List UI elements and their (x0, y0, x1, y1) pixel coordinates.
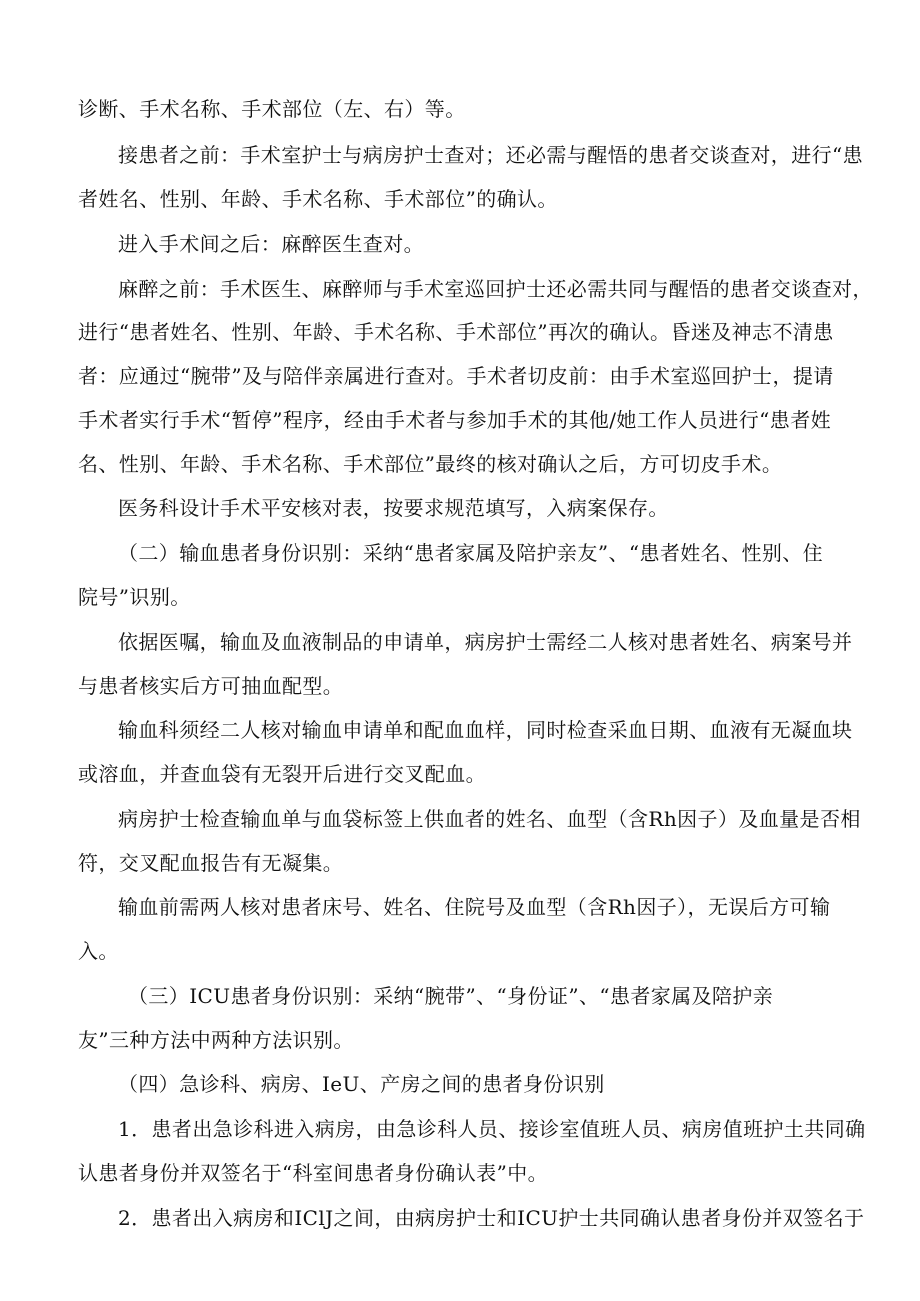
paragraph-before-anesthesia-line-3: 者：应通过“腕带”及与陪伴亲属进行查对。手术者切皮前：由手术室巡回护士，提请 (78, 364, 834, 388)
paragraph-before-pickup-line-1: 接患者之前：手术室护士与病房护士查对；还必需与醒悟的患者交谈查对，进行“患 (118, 143, 864, 167)
paragraph-before-anesthesia-line-5: 名、性别、年龄、手术名称、手术部位”最终的核对确认之后，方可切皮手术。 (78, 452, 783, 476)
paragraph-ward-check-line-1: 病房护士检查输血单与血袋标签上供血者的姓名、血型（含Rh因子）及血量是否相 (118, 807, 861, 831)
paragraph-section-2-line-1: （二）输血患者身份识别：采纳“患者家属及陪护亲友”、“患者姓名、性别、住 (118, 541, 824, 565)
paragraph-before-pickup-line-2: 者姓名、性别、年龄、手术名称、手术部位”的确认。 (78, 187, 558, 211)
paragraph-section-3-line-1: （三）ICU患者身份识别：采纳“腕带”、“身份证”、“患者家属及陪护亲 (128, 984, 774, 1008)
paragraph-section-4-line-1: （四）急诊科、病房、IeU、产房之间的患者身份识别 (118, 1072, 605, 1096)
paragraph-item-2-line-1: 2．患者出入病房和IClJ之间，由病房护士和ICU护士共同确认患者身份并双签名于 (118, 1206, 865, 1230)
paragraph-checklist-line-1: 医务科设计手术平安核对表，按要求规范填写，入病案保存。 (118, 496, 669, 520)
paragraph-item-1-line-2: 认患者身份并双签名于“科室间患者身份确认表”中。 (78, 1161, 549, 1185)
paragraph-section-3-line-2: 友”三种方法中两种方法识别。 (78, 1028, 354, 1052)
paragraph-enter-room-line-1: 进入手术间之后：麻醉医生查对。 (118, 232, 424, 256)
paragraph-diagnosis-tail-line-1: 诊断、手术名称、手术部位（左、右）等。 (78, 97, 466, 121)
paragraph-blood-request-line-2: 与患者核实后方可抽血配型。 (78, 674, 344, 698)
paragraph-before-transfusion-line-2: 入。 (78, 939, 119, 963)
paragraph-section-2-line-2: 院号”识别。 (78, 585, 191, 609)
paragraph-item-1-line-1: 1．患者出急诊科进入病房，由急诊科人员、接诊室值班人员、病房值班护土共同确 (118, 1117, 866, 1141)
paragraph-before-anesthesia-line-4: 手术者实行手术“暂停”程序，经由手术者与参加手术的其他/她工作人员进行“患者姓 (78, 408, 832, 432)
paragraph-blood-request-line-1: 依据医嘱，输血及血液制品的申请单，病房护士需经二人核对患者姓名、病案号并 (118, 630, 853, 654)
paragraph-before-anesthesia-line-2: 进行“患者姓名、性别、年龄、手术名称、手术部位”再次的确认。昏迷及神志不清患 (78, 320, 834, 344)
paragraph-blood-dept-line-2: 或溶血，并查血袋有无裂开后进行交叉配血。 (78, 762, 486, 786)
paragraph-ward-check-line-2: 符，交叉配血报告有无凝集。 (78, 851, 344, 875)
paragraph-before-transfusion-line-1: 输血前需两人核对患者床号、姓名、住院号及血型（含Rh因子），无误后方可输 (118, 895, 831, 919)
paragraph-blood-dept-line-1: 输血科须经二人核对输血申请单和配血血样，同时检查采血日期、血液有无凝血块 (118, 718, 853, 742)
paragraph-before-anesthesia-line-1: 麻醉之前：手术医生、麻醉师与手术室巡回护士还必需共同与醒悟的患者交谈查对， (118, 277, 873, 301)
